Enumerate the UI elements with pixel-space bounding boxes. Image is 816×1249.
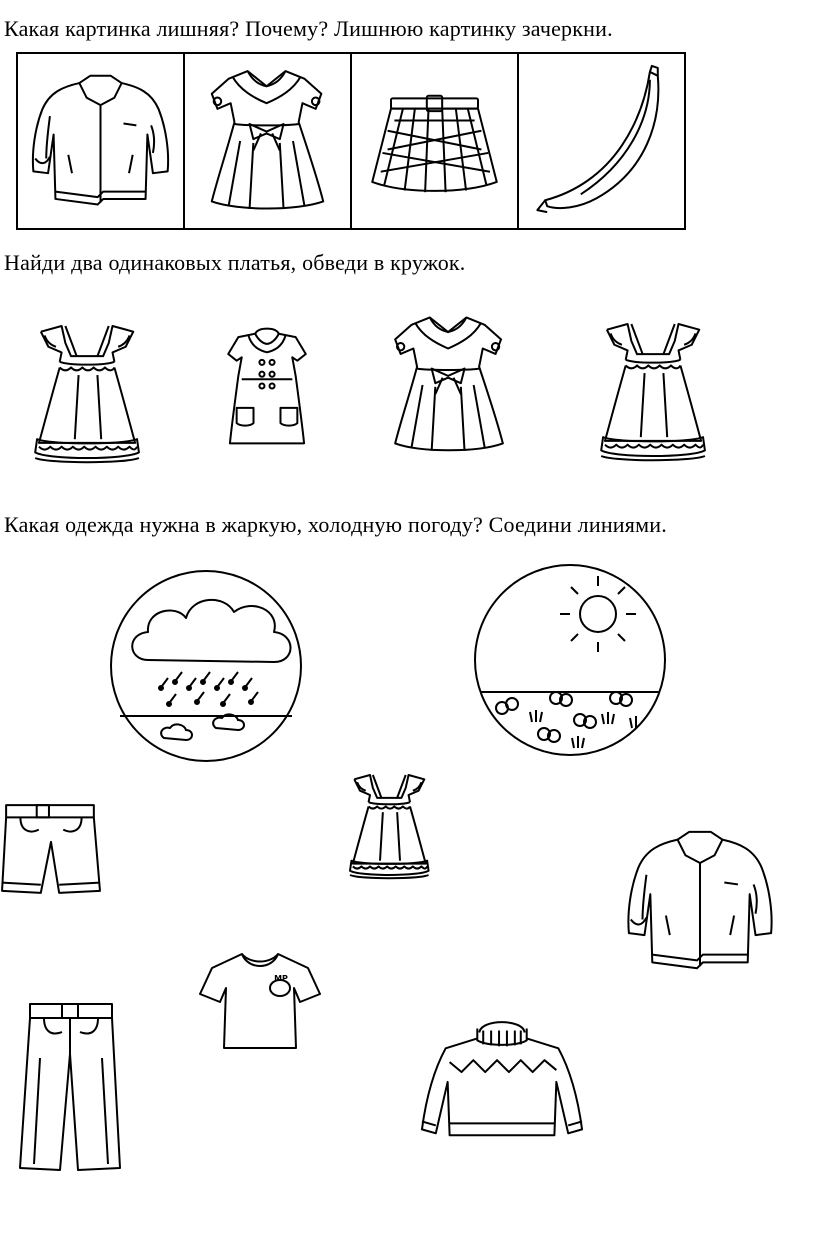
task1-picture-row: [16, 52, 686, 230]
task1-cell-dress[interactable]: [185, 54, 352, 228]
task2-title: Найди два одинаковых платья, обведи в кружок.: [4, 250, 466, 275]
jacket-icon: [18, 54, 183, 228]
ruffle-dress-icon[interactable]: [340, 768, 440, 882]
task3-title: Какая одежда нужна в жаркую, холодную погоду? Соедини линиями.: [4, 512, 667, 537]
sweater-icon[interactable]: [418, 1010, 586, 1140]
task1-cell-skirt[interactable]: [352, 54, 519, 228]
tshirt-icon: [190, 946, 330, 1056]
shorts-icon[interactable]: [0, 798, 102, 898]
tshirt-emblem: МР: [274, 974, 288, 983]
sun-meadow-icon[interactable]: [472, 562, 668, 758]
rain-cloud-icon[interactable]: [108, 568, 304, 764]
sailor-dress-icon[interactable]: [374, 312, 524, 458]
task1-cell-jacket[interactable]: [18, 54, 185, 228]
plaid-skirt-icon: [352, 54, 517, 228]
banana-icon: [519, 54, 684, 228]
ruffle-dress-icon[interactable]: [22, 316, 154, 468]
task1-title: Какая картинка лишняя? Почему? Лишнюю картинку зачеркни.: [4, 16, 613, 41]
tshirt-item[interactable]: [190, 946, 330, 1056]
task1-cell-banana[interactable]: [519, 54, 684, 228]
jacket-icon[interactable]: [620, 826, 780, 976]
sailor-dress-icon: [185, 54, 350, 228]
ruffle-dress-icon[interactable]: [588, 314, 720, 466]
collar-dress-icon[interactable]: [208, 324, 326, 448]
trousers-icon[interactable]: [14, 998, 126, 1174]
